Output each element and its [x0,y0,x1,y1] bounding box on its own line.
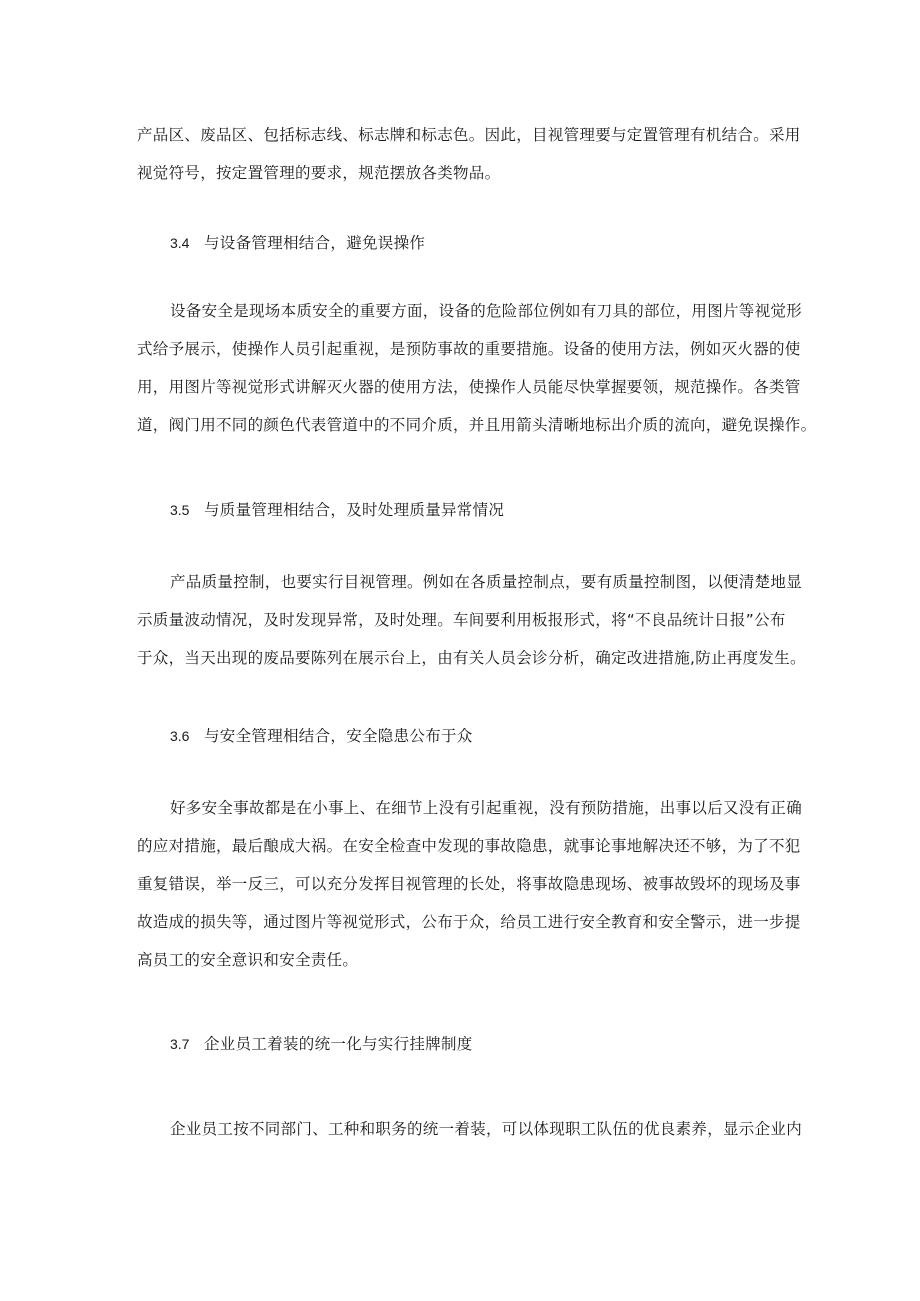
paragraph-line: 产品区、废品区、包括标志线、标志牌和标志色。因此，目视管理要与定置管理有机结合。采用 [137,126,801,144]
paragraph-line: 用，用图片等视觉形式讲解灭火器的使用方法，使操作人员能尽快掌握要领，规范操作。各类管 [137,378,801,396]
section-paragraph-3-5 [137,563,806,677]
section-heading-3-7 [170,1029,473,1059]
intro-paragraph [137,116,801,192]
section-heading-3-6 [170,721,473,751]
section-title: 企业员工着装的统一化与实行挂牌制度 [204,1035,473,1053]
paragraph-line: 道，阀门用不同的颜色代表管道中的不同介质，并且用箭头清晰地标出介质的流向，避免误操作。 [137,416,817,434]
paragraph-line: 好多安全事故都是在小事上、在细节上没有引起重视，没有预防措施，出事以后又没有正确 [170,799,803,817]
paragraph-line: 产品质量控制，也要实行目视管理。例如在各质量控制点，要有质量控制图，以便清楚地显 [170,573,803,591]
section-title: 与质量管理相结合，及时处理质量异常情况 [204,501,505,519]
paragraph-line: 故造成的损失等，通过图片等视觉形式，公布于众，给员工进行安全教育和安全警示，进一步提 [137,913,801,931]
paragraph-line: 于众，当天出现的废品要陈列在展示台上，由有关人员会诊分析，确定改进措施,防止再度发生。 [137,649,806,667]
section-title: 与设备管理相结合，避免误操作 [204,234,426,252]
section-paragraph-3-6 [137,789,803,979]
paragraph-line: 重复错误，举一反三，可以充分发挥目视管理的长处，将事故隐患现场、被事故毁坏的现场及事 [137,875,801,893]
section-number: 3.6 [170,728,190,744]
section-heading-3-4 [170,228,425,258]
paragraph-line: 的应对措施，最后酿成大祸。在安全检查中发现的事故隐患，就事论事地解决还不够，为了不犯 [137,837,801,855]
section-paragraph-3-7 [137,1110,803,1148]
section-title: 与安全管理相结合，安全隐患公布于众 [204,727,473,745]
section-heading-3-5 [170,495,504,525]
paragraph-line: 示质量波动情况，及时发现异常，及时处理。车间要利用板报形式，将“不良品统计日报”公布 [137,611,786,629]
section-paragraph-3-4 [137,292,817,444]
section-number: 3.5 [170,502,190,518]
paragraph-line: 视觉符号，按定置管理的要求，规范摆放各类物品。 [137,164,501,182]
paragraph-line: 设备安全是现场本质安全的重要方面，设备的危险部位例如有刀具的部位，用图片等视觉形 [170,302,803,320]
paragraph-line: 企业员工按不同部门、工种和职务的统一着装，可以体现职工队伍的优良素养，显示企业内 [170,1120,803,1138]
section-number: 3.4 [170,235,190,251]
section-number: 3.7 [170,1036,190,1052]
paragraph-line: 高员工的安全意识和安全责任。 [137,951,359,969]
paragraph-line: 式给予展示，使操作人员引起重视，是预防事故的重要措施。设备的使用方法，例如灭火器的使 [137,340,801,358]
